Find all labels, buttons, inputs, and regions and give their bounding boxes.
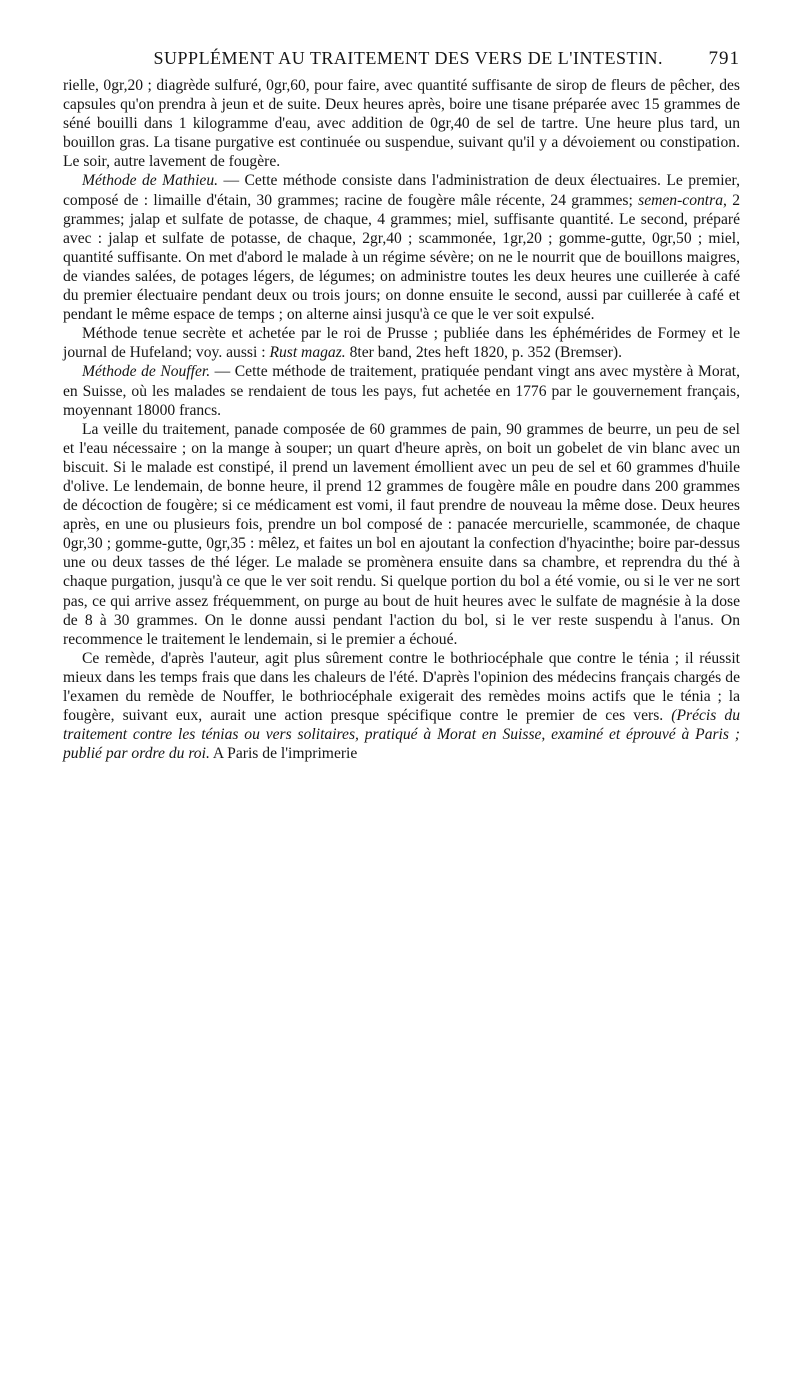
section-title-nouffer: Méthode de Nouffer. bbox=[82, 363, 211, 381]
paragraph-remede-text: Ce remède, d'après l'auteur, agit plus sûrement contre le bothriocéphale que contre le ténia ; il réussit mieux dans les temps frais que dans les chaleurs de l'été. D'après l'opinion des médecins français chargés de l'examen du remède de Nouffer, le bothriocéphale exigerait des remèdes moins actifs que le ténia ; la fougère, suivant eux, aurait une action presque spécifique contre le premier de ces vers. bbox=[63, 649, 740, 725]
italic-precis-citation: (Précis du traitement contre les ténias ou vers solitaires, pratiqué à Morat en Suisse, examiné et éprouvé à Paris ; publié par ordre du roi. bbox=[63, 707, 741, 763]
running-title: SUPPLÉMENT AU TRAITEMENT DES VERS DE L'INTESTIN. bbox=[153, 48, 663, 68]
paragraph-1-text: rielle, 0gr,20 ; diagrède sulfuré, 0gr,60, pour faire, avec quantité suffisante de sirop de fleurs de pêcher, des capsules qu'on prendra à jeun et de suite. Deux heures après, boire une tisane préparée avec 15 grammes de séné bouilli dans 1 kilogramme d'eau, avec addition de 0gr,40 de sel de tartre. Une heure plus tard, un bouillon gras. La tisane purgative est continuée ou suspendue, suivant qu'il y a dévoiement ou constipation. Le soir, autre lavement de fougère. bbox=[63, 77, 740, 171]
running-header bbox=[118, 48, 740, 74]
paragraph-methode-secrete bbox=[63, 324, 740, 362]
italic-rust-magaz: Rust magaz. bbox=[269, 344, 346, 362]
paragraph-nouffer-text: — Cette méthode de traitement, pratiquée pendant vingt ans avec mystère à Morat, en Suisse, où les malades se rendaient de tous les pays, fut achetée en 1776 par le gouvernement français, moyennant 18000 francs. bbox=[63, 363, 740, 419]
italic-semen-contra: semen-contra bbox=[638, 191, 723, 209]
paragraph-secrete-text-rest: 8ter band, 2tes heft 1820, p. 352 (Bremser). bbox=[345, 344, 622, 362]
body-text bbox=[63, 76, 740, 763]
paragraph-mathieu-text-rest: , 2 grammes; jalap et sulfate de potasse, de chaque, 4 grammes; miel, suffisante quantité. Le second, préparé avec : jalap et sulfate de potasse, de chaque, 2gr,40 ; scammonée, 1gr,20 ; gomme-gutte, 0gr,50 ; miel, quantité suffisante. On met d'abord le malade à un régime sévère; on ne le nourrit que de bouillons maigres, de viandes salées, de potages légers, de légumes; on administre toutes les deux heures une cuillerée à café du premier électuaire pendant deux ou trois jours; on donne ensuite le second, aussi par cuillerée à café et pendant le même espace de temps ; on alterne ainsi jusqu'à ce que le ver soit expulsé. bbox=[63, 191, 741, 324]
paragraph-methode-nouffer bbox=[63, 362, 740, 419]
paragraph-mathieu-text: — Cette méthode consiste dans l'administration de deux électuaires. Le premier, composé de : limaille d'étain, 30 grammes; racine de fougère mâle récente, 24 grammes; bbox=[63, 172, 740, 209]
section-title-mathieu: Méthode de Mathieu. bbox=[82, 172, 219, 190]
paragraph-1 bbox=[63, 76, 740, 171]
paragraph-remede bbox=[63, 649, 740, 764]
paragraph-veille-traitement bbox=[63, 420, 740, 649]
paragraph-veille-text: La veille du traitement, panade composée de 60 grammes de pain, 90 grammes de beurre, un peu de sel et l'eau nécessaire ; on la mange à souper; un quart d'heure après, on boit un gobelet de vin blanc avec un biscuit. Si le malade est constipé, il prend un lavement émollient avec un peu de sel et 60 grammes d'huile d'olive. Le lendemain, de bonne heure, il prend 12 grammes de fougère mâle en poudre dans 200 grammes de décoction de fougère; si ce médicament est vomi, il faut prendre de nouveau la même dose. Deux heures après, en une ou plusieurs fois, prendre un bol composé de : panacée mercurielle, scammonée, de chaque 0gr,30 ; gomme-gutte, 0gr,35 : mêlez, et faites un bol en ajoutant la confection d'hyacinthe; boire par-dessus une ou deux tasses de thé léger. Le malade se promènera ensuite dans sa chambre, et reprendra du thé à chaque purgation, jusqu'à ce que le ver soit rendu. Si quelque portion du bol a été vomie, ou si le ver ne sort pas, ce qui arrive assez fréquemment, on purge au bout de huit heures avec le sulfate de magnésie à la dose de 8 à 30 grammes. On le donne aussi pendant l'action du bol, si le ver reste suspendu à l'anus. On recommence le traitement le lendemain, si le premier a échoué. bbox=[63, 420, 740, 648]
paragraph-secrete-text: Méthode tenue secrète et achetée par le roi de Prusse ; publiée dans les éphémérides de Formey et le journal de Hufeland; voy. aussi : bbox=[63, 325, 740, 362]
page-number: 791 bbox=[708, 48, 740, 69]
paragraph-methode-mathieu bbox=[63, 171, 740, 324]
paragraph-remede-text-rest: A Paris de l'imprimerie bbox=[209, 745, 358, 763]
